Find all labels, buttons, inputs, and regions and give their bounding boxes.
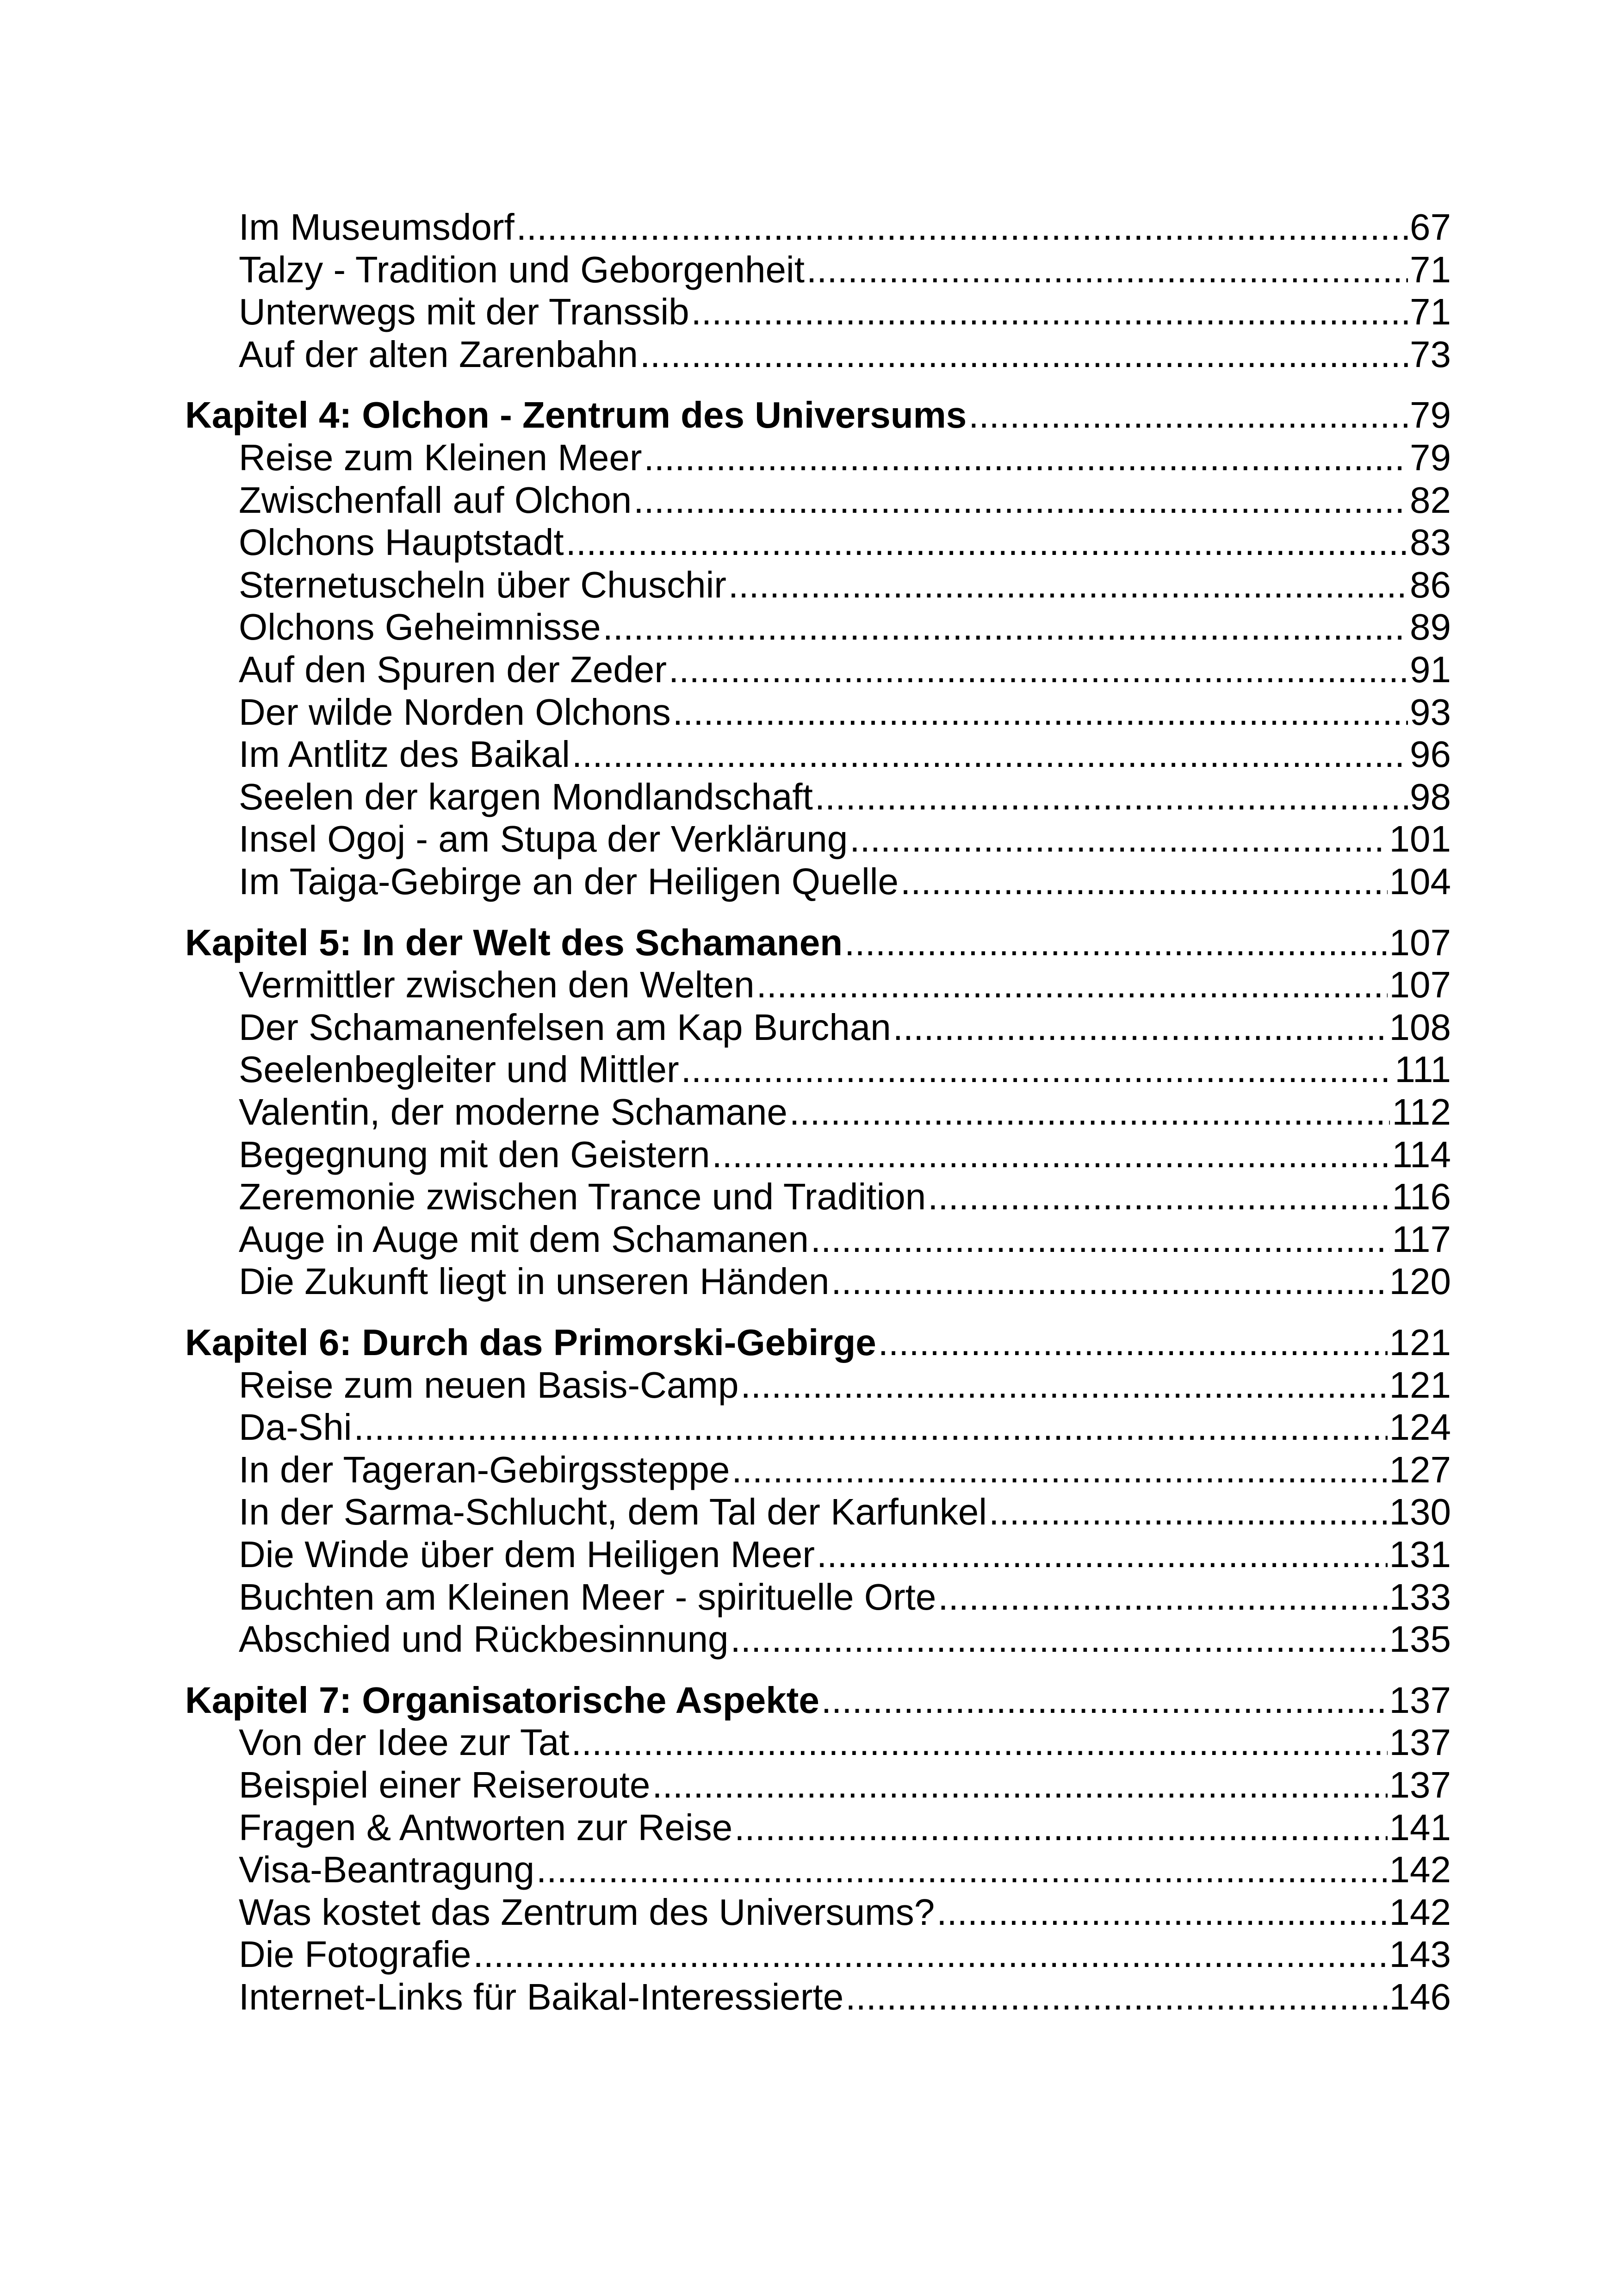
toc-leader-dots xyxy=(989,1491,1387,1533)
toc-page-number: 107 xyxy=(1389,922,1451,963)
toc-entry xyxy=(185,1618,1451,1661)
toc-leader-dots xyxy=(734,1806,1387,1849)
toc-entry xyxy=(185,606,1451,648)
toc-entry-title: Zeremonie zwischen Trance und Tradition xyxy=(239,1176,926,1217)
toc-leader-dots xyxy=(821,1679,1388,1722)
toc-leader-dots xyxy=(936,1891,1387,1934)
toc-entry xyxy=(185,1449,1451,1491)
toc-leader-dots xyxy=(571,1721,1388,1764)
toc-page-number: 146 xyxy=(1389,1976,1451,2017)
toc-entry-title: Unterwegs mit der Transsib xyxy=(239,291,689,332)
toc-entry xyxy=(185,333,1451,376)
toc-entry xyxy=(185,1260,1451,1303)
toc-entry-title: Auf der alten Zarenbahn xyxy=(239,334,638,375)
toc-leader-dots xyxy=(815,776,1408,818)
toc-entry-title: Fragen & Antworten zur Reise xyxy=(239,1807,733,1848)
toc-entry-title: Die Winde über dem Heiligen Meer xyxy=(239,1534,815,1575)
toc-entry xyxy=(185,1406,1451,1449)
toc-entry xyxy=(185,1176,1451,1218)
toc-page-number: 67 xyxy=(1410,206,1451,248)
toc-entry-title: Zwischenfall auf Olchon xyxy=(239,479,632,521)
toc-page-number: 114 xyxy=(1392,1134,1451,1175)
toc-page-number: 101 xyxy=(1389,818,1451,859)
toc-entry-title: Valentin, der moderne Schamane xyxy=(239,1091,787,1132)
toc-entry xyxy=(185,1721,1451,1764)
toc-leader-dots xyxy=(691,291,1408,333)
toc-entry-title: Olchons Hauptstadt xyxy=(239,522,564,563)
toc-leader-dots xyxy=(845,1976,1387,2018)
toc-chapter-entry xyxy=(185,1679,1451,1722)
toc-page-number: 104 xyxy=(1389,861,1451,902)
toc-entry xyxy=(185,1976,1451,2018)
toc-entry-title: Reise zum neuen Basis-Camp xyxy=(239,1364,739,1406)
toc-entry xyxy=(185,1048,1451,1091)
toc-entry xyxy=(185,479,1451,522)
toc-page-number: 141 xyxy=(1389,1807,1451,1848)
toc-leader-dots xyxy=(740,1364,1387,1406)
toc-entry-title: Seelenbegleiter und Mittler xyxy=(239,1049,679,1090)
toc-chapter-entry xyxy=(185,921,1451,964)
toc-page-number: 89 xyxy=(1410,606,1451,647)
toc-page-number: 93 xyxy=(1410,691,1451,733)
toc-leader-dots xyxy=(669,648,1408,691)
toc-entry xyxy=(185,1006,1451,1049)
toc-page-number: 137 xyxy=(1389,1722,1451,1763)
toc-entry-title: Im Museumsdorf xyxy=(239,206,515,248)
toc-page-number: 71 xyxy=(1410,291,1451,332)
toc-leader-dots xyxy=(900,860,1388,903)
toc-entry xyxy=(185,1133,1451,1176)
toc-entry xyxy=(185,776,1451,818)
toc-entry-title: Die Fotografie xyxy=(239,1934,471,1975)
toc-entry xyxy=(185,648,1451,691)
toc-leader-dots xyxy=(536,1848,1388,1891)
toc-entry xyxy=(185,1491,1451,1533)
toc-entry-title: Insel Ogoj - am Stupa der Verklärung xyxy=(239,818,848,859)
toc-page-number: 121 xyxy=(1389,1364,1451,1406)
toc-page-number: 130 xyxy=(1389,1491,1451,1532)
toc-entry-title: Beispiel einer Reiseroute xyxy=(239,1764,651,1805)
toc-leader-dots xyxy=(566,521,1408,564)
toc-leader-dots xyxy=(473,1933,1387,1976)
toc-leader-dots xyxy=(712,1133,1390,1176)
toc-entry xyxy=(185,291,1451,333)
toc-entry xyxy=(185,1933,1451,1976)
toc-entry-title: Von der Idee zur Tat xyxy=(239,1722,570,1763)
toc-entry xyxy=(185,733,1451,776)
toc-leader-dots xyxy=(731,1618,1388,1661)
toc-entry-title: In der Sarma-Schlucht, dem Tal der Karfunkel xyxy=(239,1491,987,1532)
toc-entry-title: Sternetuscheln über Chuschir xyxy=(239,564,726,605)
toc-page-number: 116 xyxy=(1392,1176,1451,1217)
toc-entry-title: Visa-Beantragung xyxy=(239,1849,534,1890)
toc-page-number: 124 xyxy=(1389,1406,1451,1448)
toc-page-number: 73 xyxy=(1410,334,1451,375)
toc-page-number: 137 xyxy=(1389,1764,1451,1805)
toc-leader-dots xyxy=(633,479,1408,522)
toc-entry-title: Der Schamanenfelsen am Kap Burchan xyxy=(239,1007,891,1048)
toc-entry xyxy=(185,691,1451,734)
toc-leader-dots xyxy=(893,1006,1388,1049)
toc-leader-dots xyxy=(354,1406,1388,1449)
toc-page-number: 127 xyxy=(1389,1449,1451,1490)
toc-entry-title: Vermittler zwischen den Welten xyxy=(239,964,755,1005)
toc-entry xyxy=(185,436,1451,479)
toc-entry-title: Talzy - Tradition und Geborgenheit xyxy=(239,249,805,290)
toc-leader-dots xyxy=(831,1260,1387,1303)
toc-page-number: 79 xyxy=(1410,394,1451,436)
toc-entry xyxy=(185,1764,1451,1806)
toc-leader-dots xyxy=(640,333,1408,376)
toc-entry xyxy=(185,1848,1451,1891)
toc-leader-dots xyxy=(806,249,1408,291)
toc-entry-title: Im Taiga-Gebirge an der Heiligen Quelle xyxy=(239,861,899,902)
toc-entry xyxy=(185,1891,1451,1934)
toc-entry-title: Internet-Links für Baikal-Interessierte xyxy=(239,1976,844,2017)
toc-leader-dots xyxy=(789,1091,1390,1133)
toc-leader-dots xyxy=(732,1449,1387,1491)
toc-entry-title: Olchons Geheimnisse xyxy=(239,606,601,647)
toc-entry-title: Der wilde Norden Olchons xyxy=(239,691,671,733)
toc-entry-title: Auf den Spuren der Zeder xyxy=(239,649,667,690)
toc-entry xyxy=(185,860,1451,903)
toc-entry xyxy=(185,1218,1451,1261)
toc-leader-dots xyxy=(673,691,1408,734)
toc-entry-title: Kapitel 6: Durch das Primorski-Gebirge xyxy=(185,1322,876,1363)
toc-entry xyxy=(185,564,1451,606)
toc-entry xyxy=(185,1364,1451,1406)
toc-leader-dots xyxy=(728,564,1408,606)
toc-entry-title: Auge in Auge mit dem Schamanen xyxy=(239,1219,809,1260)
toc-page-number: 86 xyxy=(1410,564,1451,605)
toc-page-number: 120 xyxy=(1389,1261,1451,1302)
toc-page-number: 131 xyxy=(1389,1534,1451,1575)
toc-leader-dots xyxy=(516,206,1408,249)
toc-entry xyxy=(185,1806,1451,1849)
toc-page-number: 133 xyxy=(1389,1576,1451,1618)
toc-entry xyxy=(185,206,1451,249)
toc-entry-title: Da-Shi xyxy=(239,1406,352,1448)
toc-page-number: 91 xyxy=(1410,649,1451,690)
toc-entry-title: Was kostet das Zentrum des Universums? xyxy=(239,1892,935,1933)
toc-leader-dots xyxy=(928,1176,1390,1218)
toc-page-number: 79 xyxy=(1410,437,1451,478)
toc-page-number: 108 xyxy=(1389,1007,1451,1048)
toc-entry-title: In der Tageran-Gebirgssteppe xyxy=(239,1449,730,1490)
toc-page-number: 96 xyxy=(1410,734,1451,775)
toc-page-number: 111 xyxy=(1395,1049,1451,1090)
toc-leader-dots xyxy=(572,733,1408,776)
toc-entry-title: Kapitel 4: Olchon - Zentrum des Universums xyxy=(185,394,967,436)
toc-page-number: 71 xyxy=(1410,249,1451,290)
toc-entry-title: Seelen der kargen Mondlandschaft xyxy=(239,776,813,817)
toc-leader-dots xyxy=(652,1764,1387,1806)
toc-entry-title: Abschied und Rückbesinnung xyxy=(239,1618,729,1660)
toc-entry xyxy=(185,1576,1451,1618)
toc-page-number: 82 xyxy=(1410,479,1451,521)
toc-leader-dots xyxy=(811,1218,1390,1261)
toc-page-number: 98 xyxy=(1410,776,1451,817)
toc-leader-dots xyxy=(603,606,1408,648)
toc-chapter-entry xyxy=(185,1321,1451,1364)
toc-entry-title: Reise zum Kleinen Meer xyxy=(239,437,642,478)
toc-entry xyxy=(185,1091,1451,1133)
toc-entry-title: Die Zukunft liegt in unseren Händen xyxy=(239,1261,830,1302)
toc-page-number: 107 xyxy=(1389,964,1451,1005)
toc-chapter-entry xyxy=(185,394,1451,436)
toc-entry-title: Kapitel 7: Organisatorische Aspekte xyxy=(185,1680,819,1721)
toc-entry xyxy=(185,964,1451,1006)
toc-page-number: 135 xyxy=(1389,1618,1451,1660)
toc-entry xyxy=(185,249,1451,291)
toc-leader-dots xyxy=(756,964,1388,1006)
toc-page-number: 142 xyxy=(1389,1892,1451,1933)
toc-leader-dots xyxy=(844,921,1387,964)
toc-leader-dots xyxy=(681,1048,1393,1091)
toc-entry xyxy=(185,1533,1451,1576)
toc-page-number: 112 xyxy=(1392,1091,1451,1132)
toc-leader-dots xyxy=(938,1576,1387,1618)
toc-leader-dots xyxy=(644,436,1408,479)
toc-leader-dots xyxy=(817,1533,1388,1576)
toc-entry xyxy=(185,521,1451,564)
toc-leader-dots xyxy=(878,1321,1388,1364)
toc-page-number: 117 xyxy=(1392,1219,1451,1260)
toc-page-number: 137 xyxy=(1389,1680,1451,1721)
toc-entry xyxy=(185,818,1451,860)
toc-leader-dots xyxy=(968,394,1408,436)
toc-page-number: 121 xyxy=(1389,1322,1451,1363)
toc-leader-dots xyxy=(849,818,1387,860)
toc-entry-title: Begegnung mit den Geistern xyxy=(239,1134,710,1175)
toc-entry-title: Im Antlitz des Baikal xyxy=(239,734,570,775)
toc-page-number: 143 xyxy=(1389,1934,1451,1975)
toc-page-number: 83 xyxy=(1410,522,1451,563)
toc-entry-title: Kapitel 5: In der Welt des Schamanen xyxy=(185,922,843,963)
toc-entry-title: Buchten am Kleinen Meer - spirituelle Orte xyxy=(239,1576,936,1618)
toc-page-number: 142 xyxy=(1389,1849,1451,1890)
